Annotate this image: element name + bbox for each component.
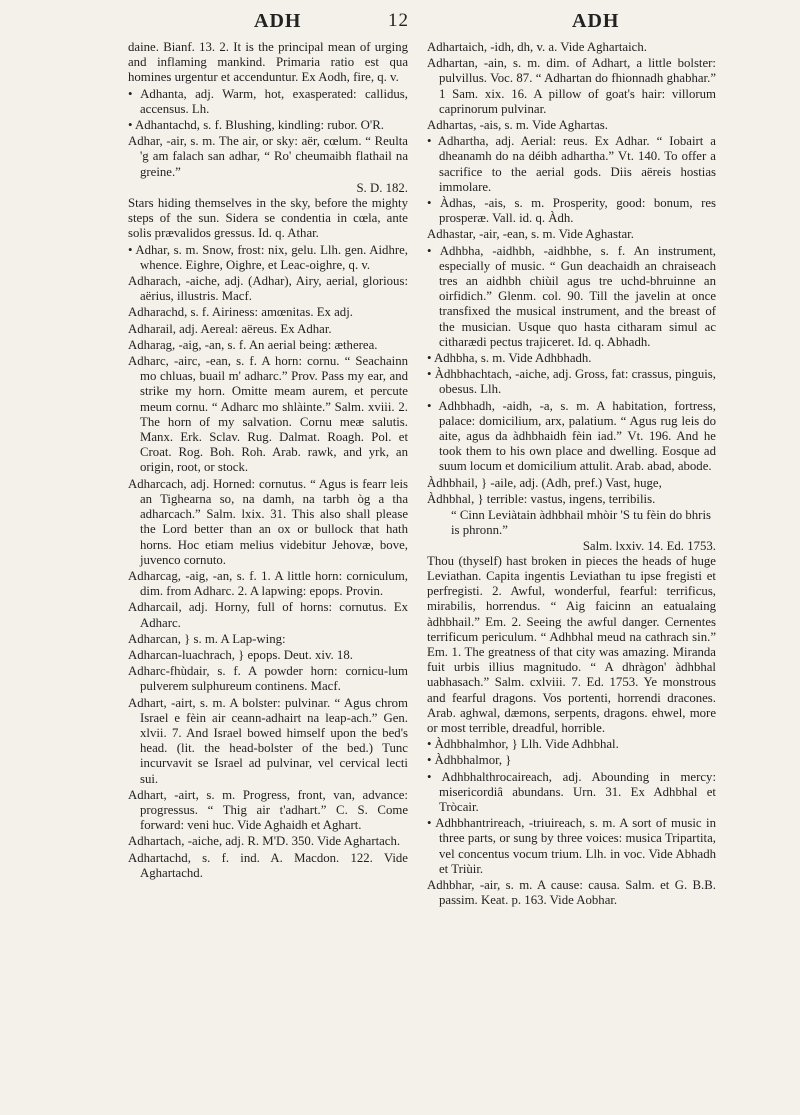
entry: Adharc-fhùdair, s. f. A powder horn: cornicu-lum pulverem sulphureum continens. Macf.	[128, 664, 408, 694]
entry: • Adhanta, adj. Warm, hot, exasperated: callidus, accensus. Lh.	[128, 86, 408, 116]
entry: Adharc, -airc, -ean, s. f. A horn: cornu. “ Seachainn mo chluas, buail m' adharc.” Prov. Pass my ear, and strike my horn. Omitte meam aurem, et percute meum cornu. “ Adharc mo shlàinte.” Salm. xviii. 2. The horn of my salvation. Cornu meæ salutis. Manx. Erk. Sclav. Rug. Dalmat. Roagh. Pol. et Croat. Rog. Boh. Roh. Arab. rawk, and yrk, an origin, root, or stock.	[128, 354, 408, 475]
quotation: “ Cinn Leviàtain àdhbhail mhòir 'S tu fèin do bhris is phronn.”	[451, 508, 711, 538]
entry: • Adhbha, -aidhbh, -aidhbhe, s. f. An instrument, especially of music. “ Gun deachaidh an chraiseach tres an aidhbh chiùil agus tre uchd-bhruinne an oirfidich.” Glenm. col. 90. Till the javelin at once transfixed the musical instrument, and the breast of the musician. Usque quo hasta citharam simul ac citharædi pectus trajiceret. Id. q. Abhadh.	[427, 243, 716, 349]
left-column	[128, 40, 408, 882]
citation: S. D. 182.	[356, 180, 408, 195]
entry: daine. Bianf. 13. 2. It is the principal mean of urging and inflaming mankind. Primaria ratio est qua homines urgentur et accenduntur. Ex Aodh, fire, q. v.	[128, 40, 408, 85]
entry: • Adhartha, adj. Aerial: reus. Ex Adhar. “ Iobairt a dheanamh do na déibh adhartha.” Vt. 140. To offer a sacrifice to the aerial gods. Diis aëreis hostias immolare.	[427, 134, 716, 194]
entry: Adhart, -airt, s. m. A bolster: pulvinar. “ Agus chrom Israel e fèin air ceann-adhairt na leap-ach.” Gen. xlvii. 7. And Israel bowed himself upon the bed's head. (lit. the head-bolster of the bed.) Tunc incurvavit se Israel ad pulvinar, vel cervical lecti sui.	[128, 695, 408, 786]
entry: • Adhbhadh, -aidh, -a, s. m. A habitation, fortress, palace: domicilium, arx, palatium. “ Agus rug leis do aite, agus da àdhbhaidh fèin iad.” Vt. 196. And he took them to his own place and dwelling. Eosque ad suum locum et domicilium attulit. Arab. abad, abode.	[427, 398, 716, 474]
entry: Àdhbhail, } -aile, adj. (Adh, pref.) Vast, huge,	[427, 475, 662, 490]
entry: • Adhbha, s. m. Vide Adhbhadh.	[427, 351, 592, 366]
entry: Adharcan, } s. m. A Lap-wing:	[128, 631, 286, 646]
entry: • Àdhas, -ais, s. m. Prosperity, good: bonum, res prosperæ. Vall. id. q. Àdh.	[427, 196, 716, 226]
entry: Thou (thyself) hast broken in pieces the heads of huge Leviathan. Capita ingentis Leviathan tu ipse fregisti et perfregisti. 2. Awful, wonderful, fearful: terrificus, mirabilis, horrendus. “ Aig faicinn an eatualaing àdhbhail.” Em. 2. Seeing the awful danger. Cernentes terrificum periculum. “ Adhbhal meud na cathrach sin.” Em. 1. The greatness of that city was amazing. Miranda fuit urbis illius magnitudo. “ A dhràgon' àdhbhal uabhasach.” Salm. cxlviii. 7. Ed. 1753. Ye monstrous and fearful dragons. Vos portenti, horrendi dracones. Arab. aghwal, dæmons, serpents, dragons. ehwel, more or most terrible, dreadful, horrible.	[427, 553, 716, 735]
entry: • Àdhbhalmhor, } Llh. Vide Adhbhal.	[427, 737, 619, 752]
entry: Adharcail, adj. Horny, full of horns: cornutus. Ex Adharc.	[128, 600, 408, 630]
citation: Salm. lxxiv. 14. Ed. 1753.	[582, 538, 716, 553]
entry: Adhbhar, -air, s. m. A cause: causa. Salm. et G. B.B. passim. Keat. p. 163. Vide Aobhar.	[427, 877, 716, 908]
entry: Adhart, -airt, s. m. Progress, front, van, advance: progressus. “ Thig air t'adhart.” C. S. Come forward: veni huc. Vide Aghaidh et Aghart.	[128, 787, 408, 833]
entry: Adhastar, -air, -ean, s. m. Vide Aghastar.	[427, 227, 634, 242]
running-header	[0, 10, 800, 40]
entry: • Adhantachd, s. f. Blushing, kindling: rubor. O'R.	[128, 118, 384, 133]
entry: • Àdhbhachtach, -aiche, adj. Gross, fat: crassus, pinguis, obesus. Llh.	[427, 367, 716, 397]
entry: • Àdhbhalmor, }	[427, 753, 512, 768]
entry: Adhartas, -ais, s. m. Vide Aghartas.	[427, 118, 608, 133]
entry: Adharcach, adj. Horned: cornutus. “ Agus is fearr leis an Tighearna so, na damh, na tarbh òg a tha adharcach.” Salm. lxix. 31. This also shall please the Lord better than an ox or bullock that hath horns. Hoc etiam melius videbitur Jehovæ, bove, juvenco cornuto.	[128, 476, 408, 567]
entry: Àdhbhal, } terrible: vastus, ingens, terribilis.	[427, 491, 656, 506]
right-column	[427, 40, 716, 909]
entry: Adhartachd, s. f. ind. A. Macdon. 122. Vide Aghartachd.	[128, 850, 408, 880]
entry: Adhartan, -ain, s. m. dim. of Adhart, a little bolster: pulvillus. Voc. 87. “ Adhartan do fhionnadh ghabhar.” 1 Sam. xix. 16. A pillow of goat's hair: villorum caprinorum pulvinar.	[427, 56, 716, 116]
entry: Adhartaich, -idh, dh, v. a. Vide Aghartaich.	[427, 40, 647, 54]
entry: Adharail, adj. Aereal: aëreus. Ex Adhar.	[128, 321, 332, 336]
entry: Stars hiding themselves in the sky, before the mighty steps of the sun. Sidera se condentia in cœla, ante solis prævalidos gressus. Id. q. Athar.	[128, 196, 408, 241]
page-number: 12	[388, 10, 409, 31]
entry: Adharcan-luachrach, } epops. Deut. xiv. 18.	[128, 647, 353, 662]
entry: Adhartach, -aiche, adj. R. M'D. 350. Vide Aghartach.	[128, 834, 401, 849]
entry: • Adhar, s. m. Snow, frost: nix, gelu. Llh. gen. Aidhre, whence. Eighre, Oighre, et Leac-oighre, q. v.	[128, 242, 408, 272]
entry: Adharach, -aiche, adj. (Adhar), Airy, aerial, glorious: aërius, illustris. Macf.	[128, 274, 408, 304]
header-right-guide-word: ADH	[572, 10, 620, 32]
entry: Adhar, -air, s. m. The air, or sky: aër, cœlum. “ Reulta 'g am falach san adhar, “ Ro' cheumaibh flathail na greine.”	[128, 134, 408, 179]
entry: Adharag, -aig, -an, s. f. An aerial being: ætherea.	[128, 337, 378, 352]
entry: Adharcag, -aig, -an, s. f. 1. A little horn: corniculum, dim. from Adharc. 2. A lapwing: epops. Provin.	[128, 568, 408, 599]
header-left-guide-word: ADH	[254, 10, 302, 32]
entry: • Adhbhantrireach, -triuireach, s. m. A sort of music in three parts, or sung by three voices: musica Tripartita, vel concentus vocum trium. Llh. in voc. Vide Abhadh et Triùir.	[427, 816, 716, 876]
entry: Adharachd, s. f. Airiness: amœnitas. Ex adj.	[128, 305, 353, 320]
entry: • Adhbhalthrocaireach, adj. Abounding in mercy: misericordiâ abundans. Urn. 31. Ex Adhbhal et Tròcair.	[427, 769, 716, 814]
